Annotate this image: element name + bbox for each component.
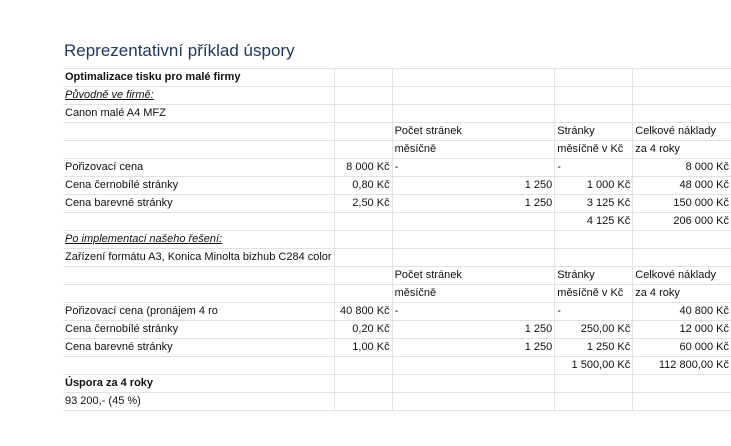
device-original: Canon malé A4 MFZ: [63, 105, 334, 123]
monthly-cost: 1 250 Kč: [555, 339, 633, 357]
unit-price: 1,00 Kč: [334, 339, 392, 357]
page-title: Reprezentativní příklad úspory: [64, 41, 295, 60]
table-heading: Optimalizace tisku pro malé firmy: [63, 69, 334, 87]
savings-label: Úspora za 4 roky: [63, 375, 334, 393]
column-header-total: Celkové náklady: [633, 267, 731, 285]
monthly-cost: 1 000 Kč: [555, 177, 633, 195]
table-row: [63, 231, 731, 249]
pages-count: 1 250: [392, 195, 555, 213]
column-header-monthly-sub: měsíčně v Kč: [555, 141, 633, 159]
table-row: [63, 321, 731, 339]
column-header-pages: Počet stránek: [392, 123, 555, 141]
table-row: [63, 105, 731, 123]
monthly-cost: 250,00 Kč: [555, 321, 633, 339]
column-header-pages: Počet stránek: [392, 267, 555, 285]
column-header-monthly: Stránky: [555, 123, 633, 141]
unit-price: 2,50 Kč: [334, 195, 392, 213]
column-header-pages-sub: měsíčně: [392, 141, 555, 159]
section-label-original: Původně ve firmě:: [63, 87, 334, 105]
section-label-implemented: Po implementaci našeho řešení:: [63, 231, 334, 249]
column-header-total-sub: za 4 roky: [633, 141, 731, 159]
table-row: [63, 285, 731, 303]
table-row: [63, 87, 731, 105]
total-cost: 8 000 Kč: [633, 159, 731, 177]
table-row: [63, 393, 731, 411]
row-label: Cena černobílé stránky: [63, 321, 334, 339]
table-row: [63, 69, 731, 87]
table-row: [63, 375, 731, 393]
sum-total: 206 000 Kč: [633, 213, 731, 231]
monthly-cost: -: [555, 159, 633, 177]
monthly-cost: 3 125 Kč: [555, 195, 633, 213]
table-row: [63, 213, 731, 231]
pages-count: -: [392, 303, 555, 321]
row-label: Pořizovací cena: [63, 159, 334, 177]
total-cost: 48 000 Kč: [633, 177, 731, 195]
pages-count: -: [392, 159, 555, 177]
table-row: [63, 159, 731, 177]
sum-monthly: 1 500,00 Kč: [555, 357, 633, 375]
column-header-pages-sub: měsíčně: [392, 285, 555, 303]
table-row: [63, 249, 731, 267]
sum-total: 112 800,00 Kč: [633, 357, 731, 375]
total-cost: 40 800 Kč: [633, 303, 731, 321]
monthly-cost: -: [555, 303, 633, 321]
table-row: [63, 195, 731, 213]
sum-monthly: 4 125 Kč: [555, 213, 633, 231]
table-row: [63, 141, 731, 159]
total-cost: 150 000 Kč: [633, 195, 731, 213]
unit-price: 0,20 Kč: [334, 321, 392, 339]
column-header-monthly-sub: měsíčně v Kč: [555, 285, 633, 303]
column-header-monthly: Stránky: [555, 267, 633, 285]
row-label: Cena barevné stránky: [63, 339, 334, 357]
column-header-total: Celkové náklady: [633, 123, 731, 141]
total-cost: 60 000 Kč: [633, 339, 731, 357]
savings-value: 93 200,- (45 %): [63, 393, 334, 411]
pages-count: 1 250: [392, 177, 555, 195]
table-row: [63, 267, 731, 285]
device-implemented: Zařízení formátu A3, Konica Minolta bizhub C284 color: [63, 249, 334, 267]
table-row: [63, 123, 731, 141]
unit-price: 0,80 Kč: [334, 177, 392, 195]
unit-price: 40 800 Kč: [334, 303, 392, 321]
table-row: [63, 303, 731, 321]
unit-price: 8 000 Kč: [334, 159, 392, 177]
pages-count: 1 250: [392, 321, 555, 339]
total-cost: 12 000 Kč: [633, 321, 731, 339]
column-header-total-sub: za 4 roky: [633, 285, 731, 303]
row-label: Pořizovací cena (pronájem 4 ro: [63, 303, 334, 321]
row-label: Cena barevné stránky: [63, 195, 334, 213]
savings-table: [63, 68, 731, 411]
pages-count: 1 250: [392, 339, 555, 357]
row-label: Cena černobílé stránky: [63, 177, 334, 195]
table-row: [63, 339, 731, 357]
table-row: [63, 177, 731, 195]
table-row: [63, 357, 731, 375]
